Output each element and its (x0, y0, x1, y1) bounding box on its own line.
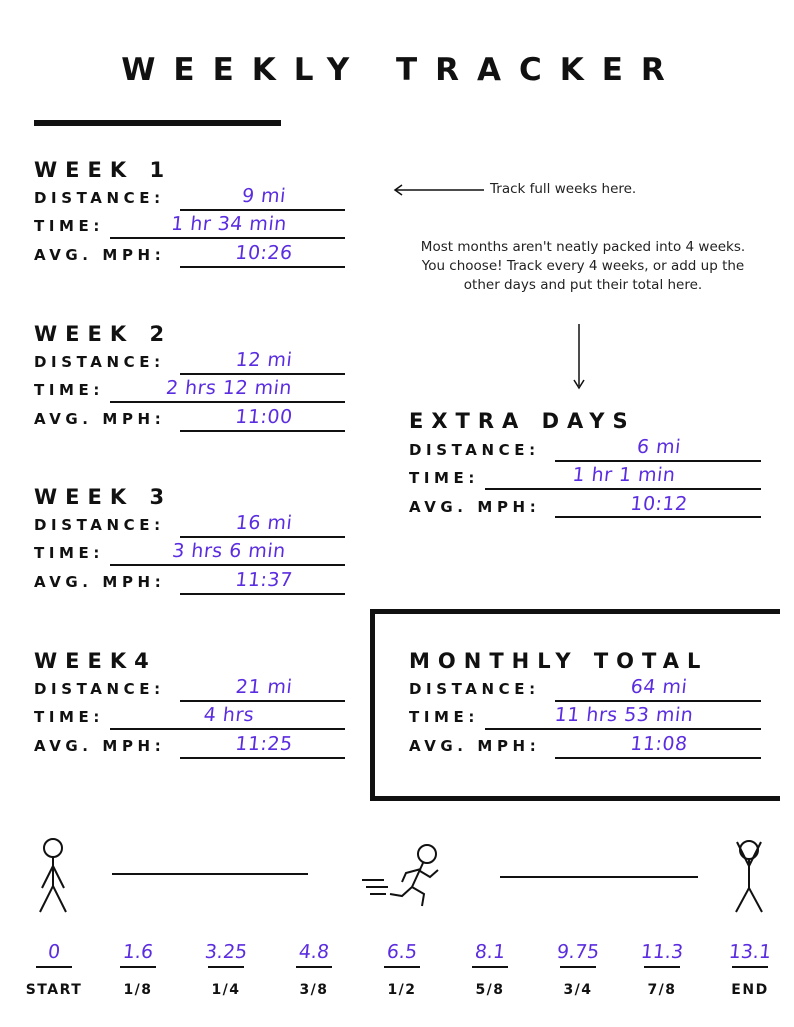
milestone-line (644, 966, 680, 968)
distance-label: DISTANCE: (34, 189, 165, 207)
week-4-section (34, 649, 354, 769)
week-heading: WEEK 3 (34, 485, 173, 509)
milestone-line (472, 966, 508, 968)
week-heading: WEEK 2 (34, 322, 173, 346)
time-value[interactable]: 1 hr 1 min (571, 464, 677, 486)
distance-label: DISTANCE: (409, 680, 540, 698)
time-line (110, 564, 345, 566)
milestone-line (732, 966, 768, 968)
milestone-label: 1/8 (123, 982, 153, 998)
distance-label: DISTANCE: (34, 680, 165, 698)
distance-value[interactable]: 21 mi (234, 676, 294, 698)
distance-value[interactable]: 64 mi (629, 676, 689, 698)
milestone-value[interactable]: 4.8 (297, 941, 331, 963)
page-title: WEEKLY TRACKER (121, 52, 683, 88)
distance-line (180, 700, 345, 702)
milestone-value[interactable]: 3.25 (203, 941, 249, 963)
distance-value[interactable]: 9 mi (240, 185, 288, 207)
time-label: TIME: (34, 217, 104, 235)
time-value[interactable]: 3 hrs 6 min (171, 540, 287, 562)
week-heading: WEEK 1 (34, 158, 173, 182)
running-stick-figure-icon (360, 842, 444, 912)
milestone-label: 1/2 (387, 982, 417, 998)
milestone-value[interactable]: 13.1 (727, 941, 773, 963)
avg-mph-label: AVG. MPH: (34, 410, 166, 428)
monthly-total-heading: MONTHLY TOTAL (409, 649, 709, 673)
distance-label: DISTANCE: (34, 353, 165, 371)
week-3-section (34, 485, 354, 605)
monthly-total-section (409, 649, 779, 769)
celebrating-stick-figure-icon (730, 834, 770, 916)
time-value[interactable]: 11 hrs 53 min (553, 704, 695, 726)
milestone-value[interactable]: 11.3 (639, 941, 685, 963)
time-value[interactable]: 2 hrs 12 min (164, 377, 294, 399)
milestone-label: 3/4 (563, 982, 593, 998)
week-2-section (34, 322, 354, 442)
full-weeks-note: Track full weeks here. (490, 181, 637, 197)
milestone-line (384, 966, 420, 968)
progress-line-2 (500, 876, 698, 878)
avg-mph-value[interactable]: 11:00 (234, 406, 294, 428)
milestone-value[interactable]: 1.6 (121, 941, 155, 963)
time-label: TIME: (34, 544, 104, 562)
milestone-label: 1/4 (211, 982, 241, 998)
milestone-value[interactable]: 8.1 (473, 941, 507, 963)
avg-mph-label: AVG. MPH: (34, 246, 166, 264)
distance-label: DISTANCE: (34, 516, 165, 534)
time-line (485, 488, 761, 490)
avg-mph-value[interactable]: 11:37 (234, 569, 294, 591)
avg-mph-line (180, 266, 345, 268)
milestone-value[interactable]: 9.75 (555, 941, 601, 963)
milestone-label: 7/8 (647, 982, 677, 998)
milestone-line (208, 966, 244, 968)
avg-mph-label: AVG. MPH: (34, 573, 166, 591)
milestone-value[interactable]: 0 (46, 941, 62, 963)
distance-line (555, 700, 761, 702)
avg-mph-label: AVG. MPH: (409, 498, 541, 516)
distance-value[interactable]: 6 mi (635, 436, 683, 458)
time-label: TIME: (409, 469, 479, 487)
avg-mph-line (555, 757, 761, 759)
milestone-line (120, 966, 156, 968)
avg-mph-label: AVG. MPH: (409, 737, 541, 755)
milestone-label: 5/8 (475, 982, 505, 998)
time-label: TIME: (34, 708, 104, 726)
avg-mph-line (180, 430, 345, 432)
avg-mph-label: AVG. MPH: (34, 737, 166, 755)
milestone-label: END (731, 982, 769, 998)
milestone-value[interactable]: 6.5 (385, 941, 419, 963)
time-line (110, 401, 345, 403)
time-line (110, 237, 345, 239)
standing-stick-figure-icon (34, 836, 74, 916)
avg-mph-value[interactable]: 11:25 (234, 733, 294, 755)
extra-days-note: Most months aren't neatly packed into 4 weeks. You choose! Track every 4 weeks, or add up the other days and put their total here. (420, 239, 746, 293)
milestone-line (36, 966, 72, 968)
time-label: TIME: (34, 381, 104, 399)
week-heading: WEEK4 (34, 649, 157, 673)
progress-line-1 (112, 873, 308, 875)
time-line (110, 728, 345, 730)
milestone-line (560, 966, 596, 968)
distance-line (180, 209, 345, 211)
avg-mph-value[interactable]: 10:26 (234, 242, 294, 264)
distance-label: DISTANCE: (409, 441, 540, 459)
extra-days-section (409, 409, 769, 529)
time-value[interactable]: 1 hr 34 min (170, 213, 288, 235)
milestone-line (296, 966, 332, 968)
avg-mph-value[interactable]: 11:08 (629, 733, 689, 755)
avg-mph-line (555, 516, 761, 518)
distance-line (555, 460, 761, 462)
time-value[interactable]: 4 hrs (202, 704, 256, 726)
distance-line (180, 373, 345, 375)
week-1-section (34, 158, 354, 278)
milestone-label: START (25, 982, 83, 998)
distance-line (180, 536, 345, 538)
title-underline (34, 120, 281, 126)
extra-days-heading: EXTRA DAYS (409, 409, 636, 433)
avg-mph-value[interactable]: 10:12 (629, 493, 689, 515)
milestone-label: 3/8 (299, 982, 329, 998)
avg-mph-line (180, 593, 345, 595)
arrow-down-icon (569, 322, 589, 392)
time-label: TIME: (409, 708, 479, 726)
arrow-left-icon (390, 180, 490, 200)
distance-value[interactable]: 16 mi (234, 512, 294, 534)
distance-value[interactable]: 12 mi (234, 349, 294, 371)
time-line (485, 728, 761, 730)
avg-mph-line (180, 757, 345, 759)
